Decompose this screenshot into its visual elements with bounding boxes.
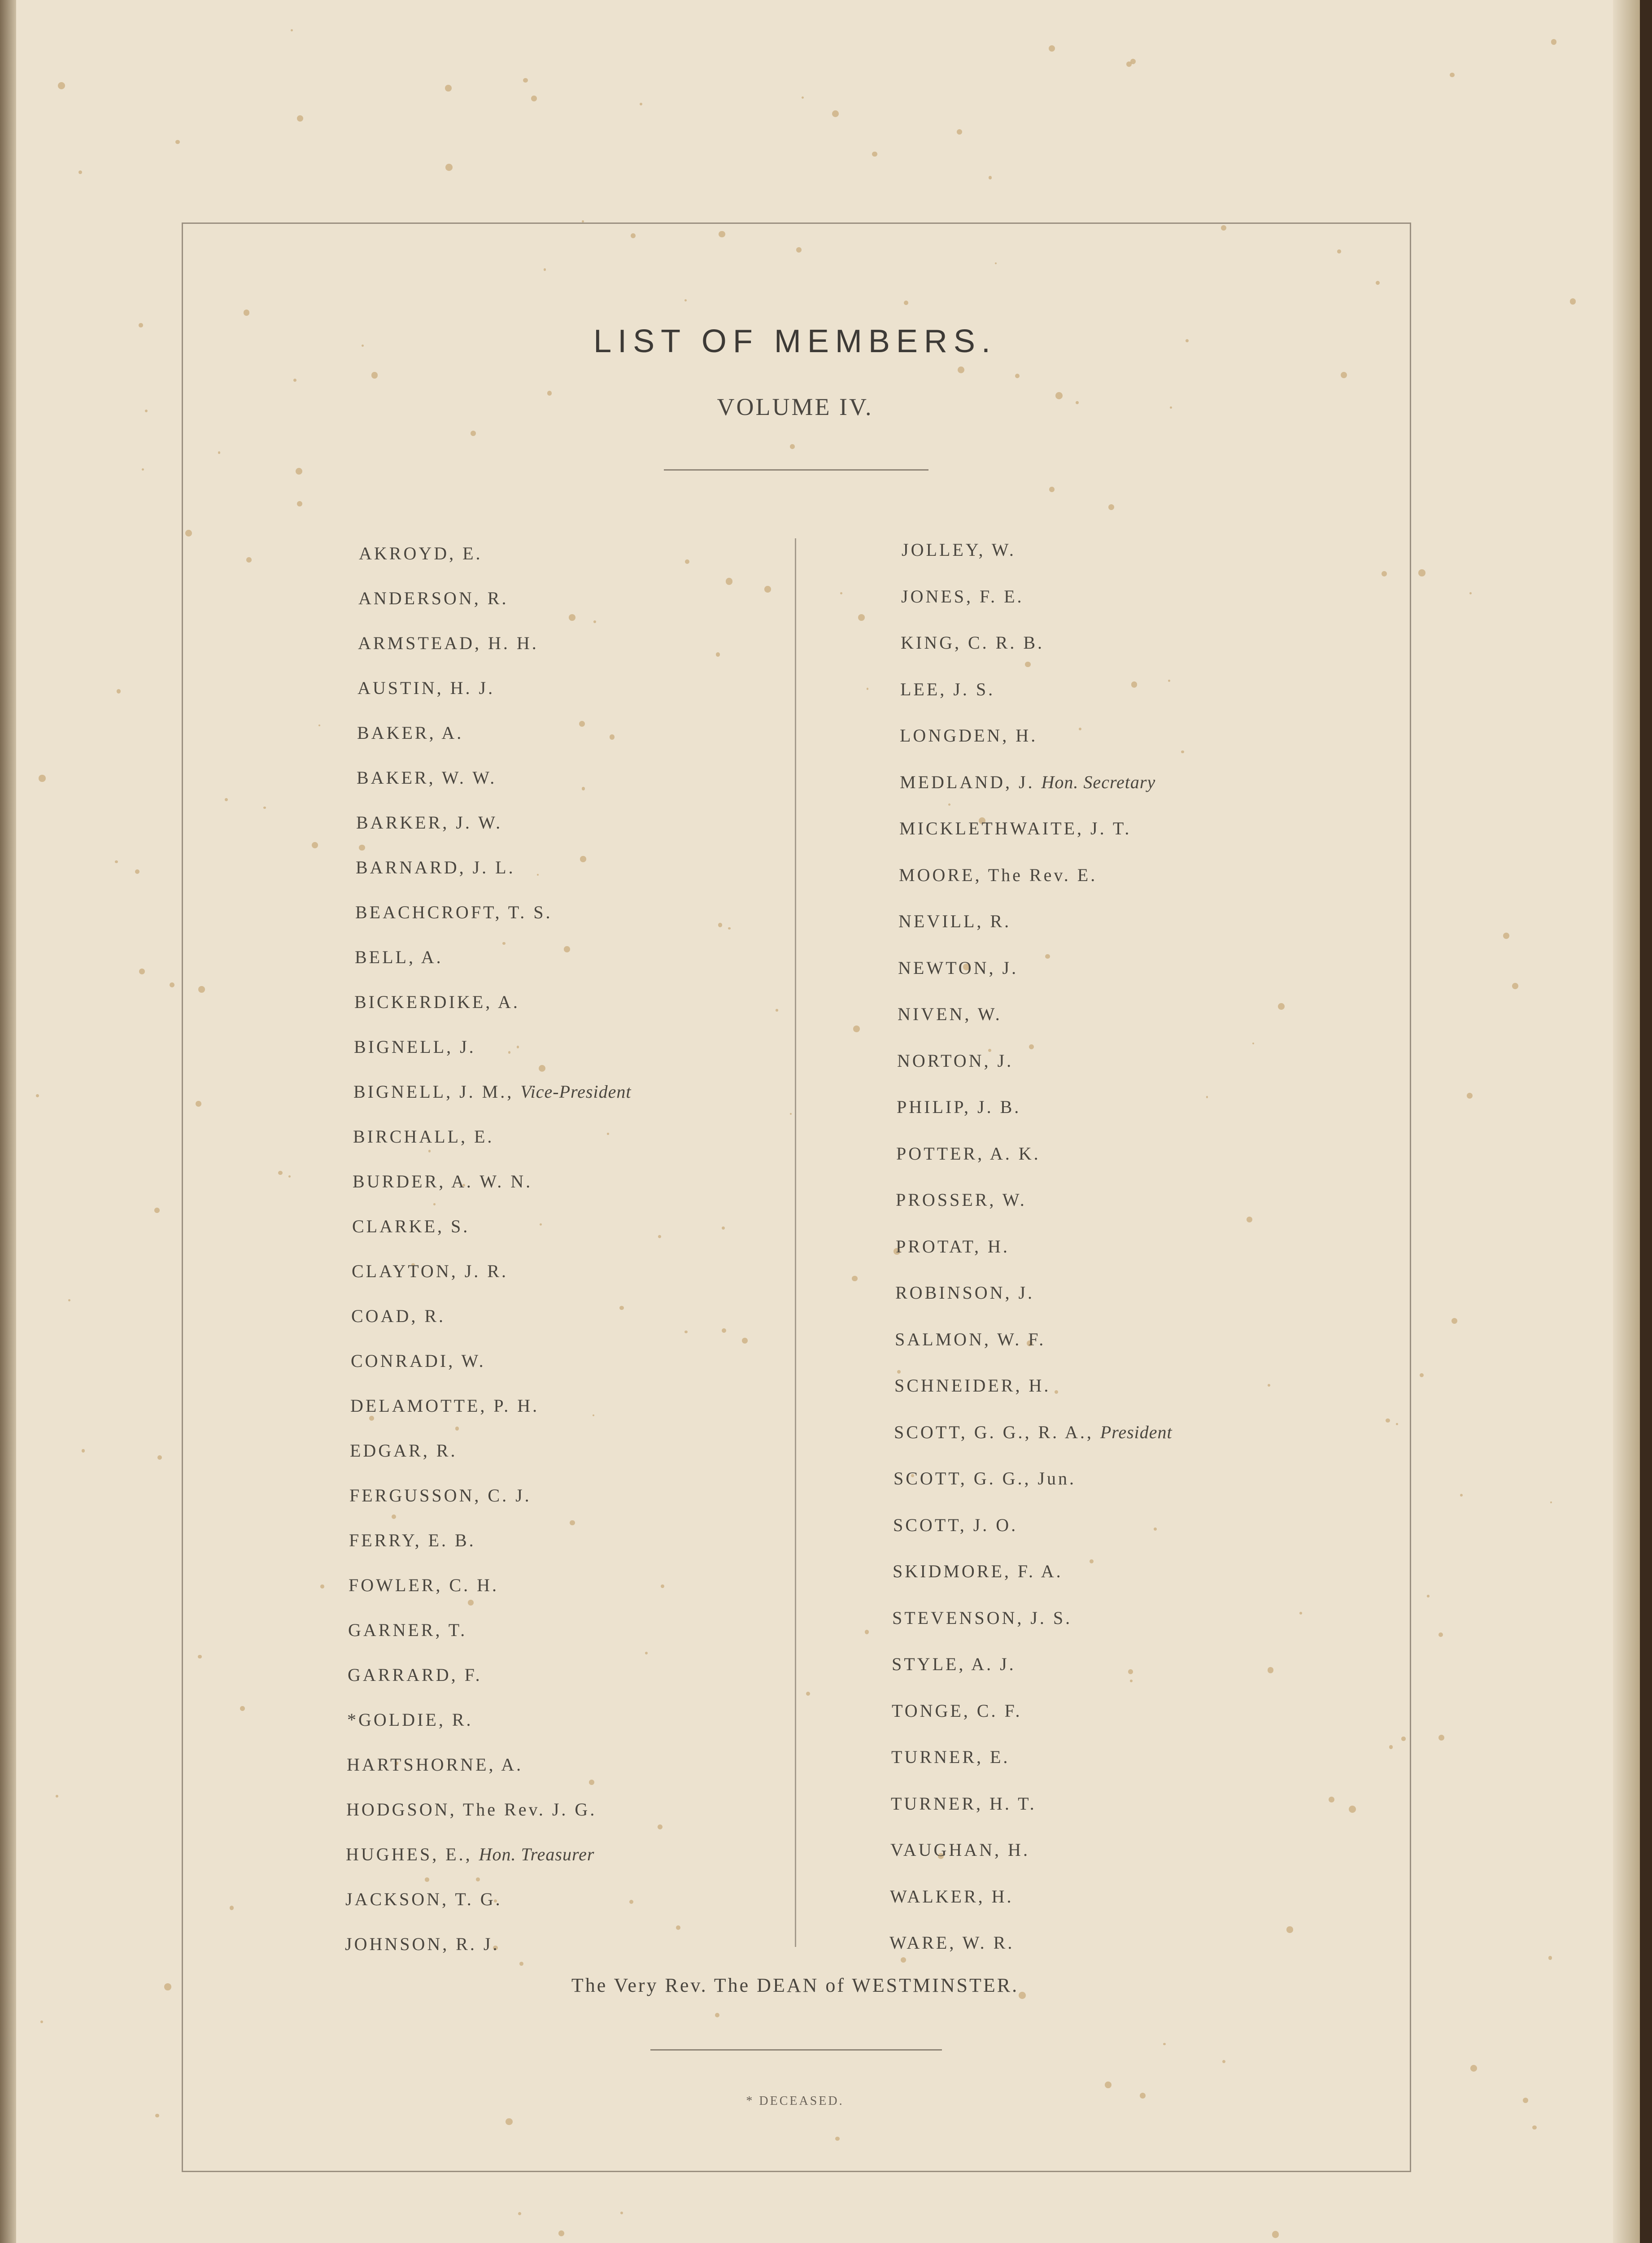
member-entry <box>352 1261 508 1282</box>
foxing-spot <box>715 2013 719 2017</box>
foxing-spot <box>582 787 585 790</box>
member-name: GARRARD, F. <box>348 1665 482 1685</box>
foxing-spot <box>164 1983 171 1990</box>
page-border-frame <box>182 223 1411 2172</box>
foxing-spot <box>569 614 575 621</box>
foxing-spot <box>198 986 205 993</box>
foxing-spot <box>296 468 302 475</box>
member-entry <box>346 1844 594 1865</box>
foxing-spot <box>684 299 687 301</box>
member-name: CONRADI, W. <box>351 1351 486 1371</box>
member-name: TURNER, E. <box>891 1747 1010 1767</box>
foxing-spot <box>1570 298 1576 304</box>
foxing-spot <box>580 856 586 862</box>
foxing-spot <box>806 1692 810 1696</box>
member-name: MOORE, The Rev. E. <box>899 865 1098 885</box>
member-name: AUSTIN, H. J. <box>357 678 495 698</box>
member-entry <box>356 812 502 833</box>
member-entry <box>900 725 1037 746</box>
member-entry <box>351 1350 486 1371</box>
foxing-spot <box>790 1113 792 1115</box>
foxing-spot <box>1337 249 1341 253</box>
member-name: COAD, R. <box>351 1306 446 1326</box>
member-name: MICKLETHWAITE, J. T. <box>899 818 1132 838</box>
foxing-spot <box>564 946 570 952</box>
member-name: BIGNELL, J. M., <box>353 1082 514 1102</box>
member-entry <box>357 767 497 788</box>
member-name: JOHNSON, R. J. <box>345 1934 500 1954</box>
foxing-spot <box>519 1962 523 1966</box>
foxing-spot <box>728 927 730 929</box>
foxing-spot <box>1460 1494 1463 1497</box>
member-entry <box>349 1530 476 1551</box>
member-name: WALKER, H. <box>890 1886 1014 1907</box>
member-entry <box>898 957 1018 978</box>
foxing-spot <box>1090 1559 1094 1563</box>
foxing-spot <box>1268 1384 1270 1387</box>
member-role: Vice-President <box>520 1082 632 1102</box>
member-entry <box>345 1933 500 1955</box>
foxing-spot <box>58 82 65 89</box>
member-entry <box>893 1514 1018 1536</box>
foxing-spot <box>288 1175 291 1178</box>
member-entry <box>890 1886 1014 1907</box>
member-name: HARTSHORNE, A. <box>347 1754 523 1775</box>
member-entry <box>900 679 995 700</box>
member-name: BIRCHALL, E. <box>353 1126 494 1147</box>
foxing-spot <box>1268 1667 1273 1673</box>
member-entry <box>349 1575 499 1596</box>
member-entry <box>898 911 1011 932</box>
member-name: WARE, W. R. <box>889 1933 1015 1953</box>
member-entry <box>897 1050 1013 1071</box>
member-name: BIGNELL, J. <box>354 1037 476 1057</box>
member-entry <box>355 902 553 923</box>
foxing-spot <box>1163 2043 1166 2046</box>
member-name: EDGAR, R. <box>350 1440 458 1461</box>
foxing-spot <box>1131 681 1137 687</box>
foxing-spot <box>517 1046 519 1048</box>
foxing-spot <box>1055 1390 1058 1394</box>
title-divider <box>664 469 928 471</box>
foxing-spot <box>82 1449 85 1453</box>
member-name: SALMON, W. F. <box>895 1329 1046 1349</box>
member-name: STEVENSON, J. S. <box>892 1608 1072 1628</box>
member-name: LEE, J. S. <box>900 679 995 699</box>
member-name: CLARKE, S. <box>352 1216 470 1236</box>
member-name: JONES, F. E. <box>901 586 1024 607</box>
foxing-spot <box>537 874 539 876</box>
member-name: PROSSER, W. <box>896 1190 1027 1210</box>
member-entry <box>353 1081 631 1102</box>
foxing-spot <box>1286 1926 1293 1933</box>
member-entry <box>346 1799 597 1820</box>
member-name: NEVILL, R. <box>898 911 1011 931</box>
member-entry <box>354 991 520 1012</box>
member-entry <box>895 1282 1034 1303</box>
foxing-spot <box>1015 374 1020 378</box>
member-entry <box>349 1485 532 1506</box>
member-name: VAUGHAN, H. <box>890 1840 1030 1860</box>
foxing-spot <box>619 1306 623 1310</box>
member-name: LONGDEN, H. <box>900 725 1038 746</box>
member-name: SCOTT, G. G., R. A., <box>894 1422 1094 1442</box>
member-name: KING, C. R. B. <box>901 633 1045 653</box>
member-entry <box>358 588 508 609</box>
foxing-spot <box>425 1877 429 1882</box>
member-name: SCOTT, J. O. <box>893 1515 1018 1535</box>
foxing-spot <box>631 233 636 238</box>
foxing-spot <box>278 1171 283 1175</box>
foxing-spot <box>719 231 725 237</box>
foxing-spot <box>115 860 118 864</box>
member-entry <box>355 947 443 968</box>
foxing-spot <box>589 1780 594 1785</box>
foxing-spot <box>593 620 596 623</box>
member-entry <box>896 1143 1041 1164</box>
foxing-spot <box>359 845 365 851</box>
foxing-spot <box>904 301 908 305</box>
foxing-spot <box>445 85 452 92</box>
foxing-spot <box>39 775 45 781</box>
member-name: AKROYD, E. <box>359 543 483 563</box>
column-divider <box>795 538 796 1947</box>
foxing-spot <box>872 152 877 157</box>
member-name: MEDLAND, J. <box>900 772 1035 792</box>
member-name: SCOTT, G. G., Jun. <box>894 1468 1077 1488</box>
foxing-spot <box>56 1795 58 1798</box>
foxing-spot <box>1467 1093 1473 1099</box>
member-name: BARKER, J. W. <box>356 812 503 833</box>
member-entry <box>891 1793 1037 1814</box>
deceased-note: * DECEASED. <box>746 2094 844 2108</box>
member-role: President <box>1100 1422 1173 1442</box>
foxing-spot <box>1329 1797 1334 1802</box>
foxing-spot <box>858 614 865 621</box>
member-entry <box>891 1746 1010 1767</box>
member-entry <box>893 1561 1063 1582</box>
foxing-spot <box>445 164 453 171</box>
member-name: *GOLDIE, R. <box>347 1710 473 1730</box>
foxing-spot <box>175 140 179 144</box>
foxing-spot <box>718 923 723 927</box>
member-role: Hon. Secretary <box>1041 772 1156 792</box>
dean-text: The Very Rev. The DEAN of WESTMINSTER. <box>571 1974 1019 1996</box>
member-entry <box>356 857 515 878</box>
member-entry <box>357 677 495 698</box>
foxing-spot <box>471 431 476 436</box>
member-entry <box>889 1932 1014 1953</box>
foxing-spot <box>392 1514 396 1519</box>
dean-of-westminster <box>182 1974 1408 1997</box>
foxing-spot <box>196 1101 201 1107</box>
foxing-spot <box>1206 1096 1208 1098</box>
member-name: GARNER, T. <box>348 1620 467 1640</box>
member-name: PROTAT, H. <box>896 1236 1010 1257</box>
member-entry <box>348 1664 482 1685</box>
foxing-spot <box>1025 662 1031 668</box>
foxing-spot <box>1299 1612 1302 1615</box>
member-name: BICKERDIKE, A. <box>354 992 520 1012</box>
foxing-spot <box>1532 2125 1537 2130</box>
foxing-spot <box>230 1906 234 1910</box>
foxing-spot <box>1341 372 1347 378</box>
foxing-spot <box>544 268 546 271</box>
member-name: ROBINSON, J. <box>895 1283 1035 1303</box>
foxing-spot <box>523 78 527 83</box>
member-entry <box>899 864 1097 886</box>
member-entry <box>357 722 463 743</box>
member-entry <box>901 586 1024 607</box>
foxing-spot <box>1126 61 1132 67</box>
member-name: BELL, A. <box>355 947 443 967</box>
foxing-spot <box>246 557 252 563</box>
foxing-spot <box>1049 487 1055 492</box>
member-name: BURDER, A. W. N. <box>353 1171 533 1191</box>
foxing-spot <box>790 444 795 449</box>
foxing-spot <box>1420 1373 1424 1377</box>
foxing-spot <box>722 1328 726 1333</box>
foxing-spot <box>853 1025 860 1032</box>
foxing-spot <box>1401 1737 1405 1741</box>
foxing-spot <box>607 1133 609 1135</box>
foxing-spot <box>155 2114 159 2117</box>
member-name: PHILIP, J. B. <box>897 1097 1021 1117</box>
foxing-spot <box>722 1226 725 1230</box>
foxing-spot <box>995 262 997 264</box>
member-entry <box>354 1036 476 1057</box>
foxing-spot <box>1548 1956 1552 1959</box>
member-name: JOLLEY, W. <box>902 540 1016 560</box>
member-entry <box>350 1440 457 1461</box>
foxing-spot <box>40 2020 43 2023</box>
foxing-spot <box>293 379 296 382</box>
member-name: ANDERSON, R. <box>358 588 509 608</box>
foxing-spot <box>297 501 302 506</box>
foxing-spot <box>139 323 143 327</box>
foxing-spot <box>1130 1680 1133 1682</box>
foxing-spot <box>658 1235 661 1238</box>
member-name: DELAMOTTE, P. H. <box>350 1396 540 1416</box>
page-edge <box>1613 0 1640 2243</box>
member-entry <box>896 1236 1010 1257</box>
member-entry <box>892 1654 1016 1675</box>
foxing-spot <box>867 688 868 689</box>
member-entry <box>359 543 483 564</box>
member-name: BEACHCROFT, T. S. <box>355 902 553 922</box>
member-entry <box>348 1619 467 1641</box>
foxing-spot <box>776 1009 778 1011</box>
foxing-spot <box>764 586 771 593</box>
member-entry <box>351 1305 445 1327</box>
foxing-spot <box>531 96 537 101</box>
member-entry <box>894 1468 1076 1489</box>
member-name: BARNARD, J. L. <box>356 857 515 877</box>
foxing-spot <box>989 176 992 179</box>
member-role: Hon. Treasurer <box>479 1844 595 1864</box>
foxing-spot <box>157 1455 162 1460</box>
foxing-spot <box>218 451 220 454</box>
member-name: JACKSON, T. G. <box>345 1889 502 1909</box>
foxing-spot <box>1427 1595 1429 1597</box>
foxing-spot <box>716 652 720 656</box>
member-name: ARMSTEAD, H. H. <box>358 633 539 653</box>
member-name: BAKER, W. W. <box>357 768 497 788</box>
page-title: LIST OF MEMBERS. <box>593 323 997 359</box>
foxing-spot <box>957 129 962 135</box>
member-entry <box>347 1709 473 1730</box>
foxing-spot <box>433 1203 436 1205</box>
member-entry <box>347 1754 523 1775</box>
member-entry <box>892 1607 1072 1628</box>
member-entry <box>892 1700 1022 1721</box>
member-name: BAKER, A. <box>357 723 464 743</box>
member-name: NEWTON, J. <box>898 958 1019 978</box>
foxing-spot <box>502 942 506 945</box>
foxing-spot <box>518 2212 521 2215</box>
foxing-spot <box>428 1150 431 1152</box>
foxing-spot <box>1469 592 1472 594</box>
member-name: NORTON, J. <box>897 1051 1014 1071</box>
member-entry <box>894 1422 1173 1443</box>
member-entry <box>901 632 1044 653</box>
member-name: POTTER, A. K. <box>896 1143 1041 1164</box>
member-name: HUGHES, E., <box>346 1844 472 1864</box>
foxing-spot <box>840 592 842 594</box>
foxing-spot <box>684 1331 687 1333</box>
foxing-spot <box>78 170 82 174</box>
book-gutter <box>0 0 16 2243</box>
member-name: FOWLER, C. H. <box>349 1575 499 1595</box>
member-entry <box>890 1839 1030 1860</box>
foxing-spot <box>865 1630 869 1634</box>
foxing-spot <box>610 734 615 740</box>
member-name: FERRY, E. B. <box>349 1530 476 1550</box>
foxing-spot <box>742 1338 748 1344</box>
member-entry <box>353 1171 532 1192</box>
member-entry <box>900 772 1155 793</box>
member-name: TONGE, C. F. <box>892 1701 1022 1721</box>
foxing-spot <box>320 1584 324 1588</box>
member-name: TURNER, H. T. <box>891 1794 1037 1814</box>
member-name: SCHNEIDER, H. <box>894 1375 1051 1396</box>
foxing-spot <box>506 2118 512 2125</box>
member-name: FERGUSSON, C. J. <box>349 1485 532 1506</box>
member-entry <box>902 539 1016 560</box>
foxing-spot <box>1181 751 1184 754</box>
foxing-spot <box>1272 2231 1279 2238</box>
volume-label: VOLUME IV. <box>717 393 873 420</box>
foxing-spot <box>198 1655 201 1658</box>
foxing-spot <box>371 372 378 378</box>
foxing-spot <box>570 1520 575 1525</box>
foxing-spot <box>135 869 139 874</box>
member-entry <box>897 1096 1021 1117</box>
foxing-spot <box>1551 39 1556 44</box>
member-entry <box>353 1126 494 1147</box>
bottom-divider <box>650 2049 942 2051</box>
member-name: NIVEN, W. <box>898 1004 1002 1024</box>
foxing-spot <box>726 578 733 585</box>
member-entry <box>894 1375 1050 1396</box>
member-name: STYLE, A. J. <box>892 1654 1016 1674</box>
member-name: SKIDMORE, F. A. <box>893 1561 1063 1581</box>
foxing-spot <box>835 2137 840 2141</box>
foxing-spot <box>508 1051 510 1053</box>
member-entry <box>345 1889 502 1910</box>
member-name: CLAYTON, J. R. <box>352 1261 508 1281</box>
foxing-spot <box>558 2230 564 2236</box>
foxing-spot <box>142 468 144 471</box>
foxing-spot <box>1418 569 1425 576</box>
member-entry <box>352 1216 470 1237</box>
member-name: HODGSON, The Rev. J. G. <box>346 1799 597 1820</box>
member-entry <box>898 1004 1002 1025</box>
foxing-spot <box>1438 1735 1444 1741</box>
member-entry <box>896 1189 1027 1210</box>
member-entry <box>350 1395 539 1416</box>
foxing-spot <box>1389 1745 1393 1749</box>
member-entry <box>358 633 539 654</box>
member-entry <box>895 1329 1046 1350</box>
foxing-spot <box>579 721 585 727</box>
foxing-spot <box>1029 1044 1034 1049</box>
member-entry <box>899 818 1131 839</box>
